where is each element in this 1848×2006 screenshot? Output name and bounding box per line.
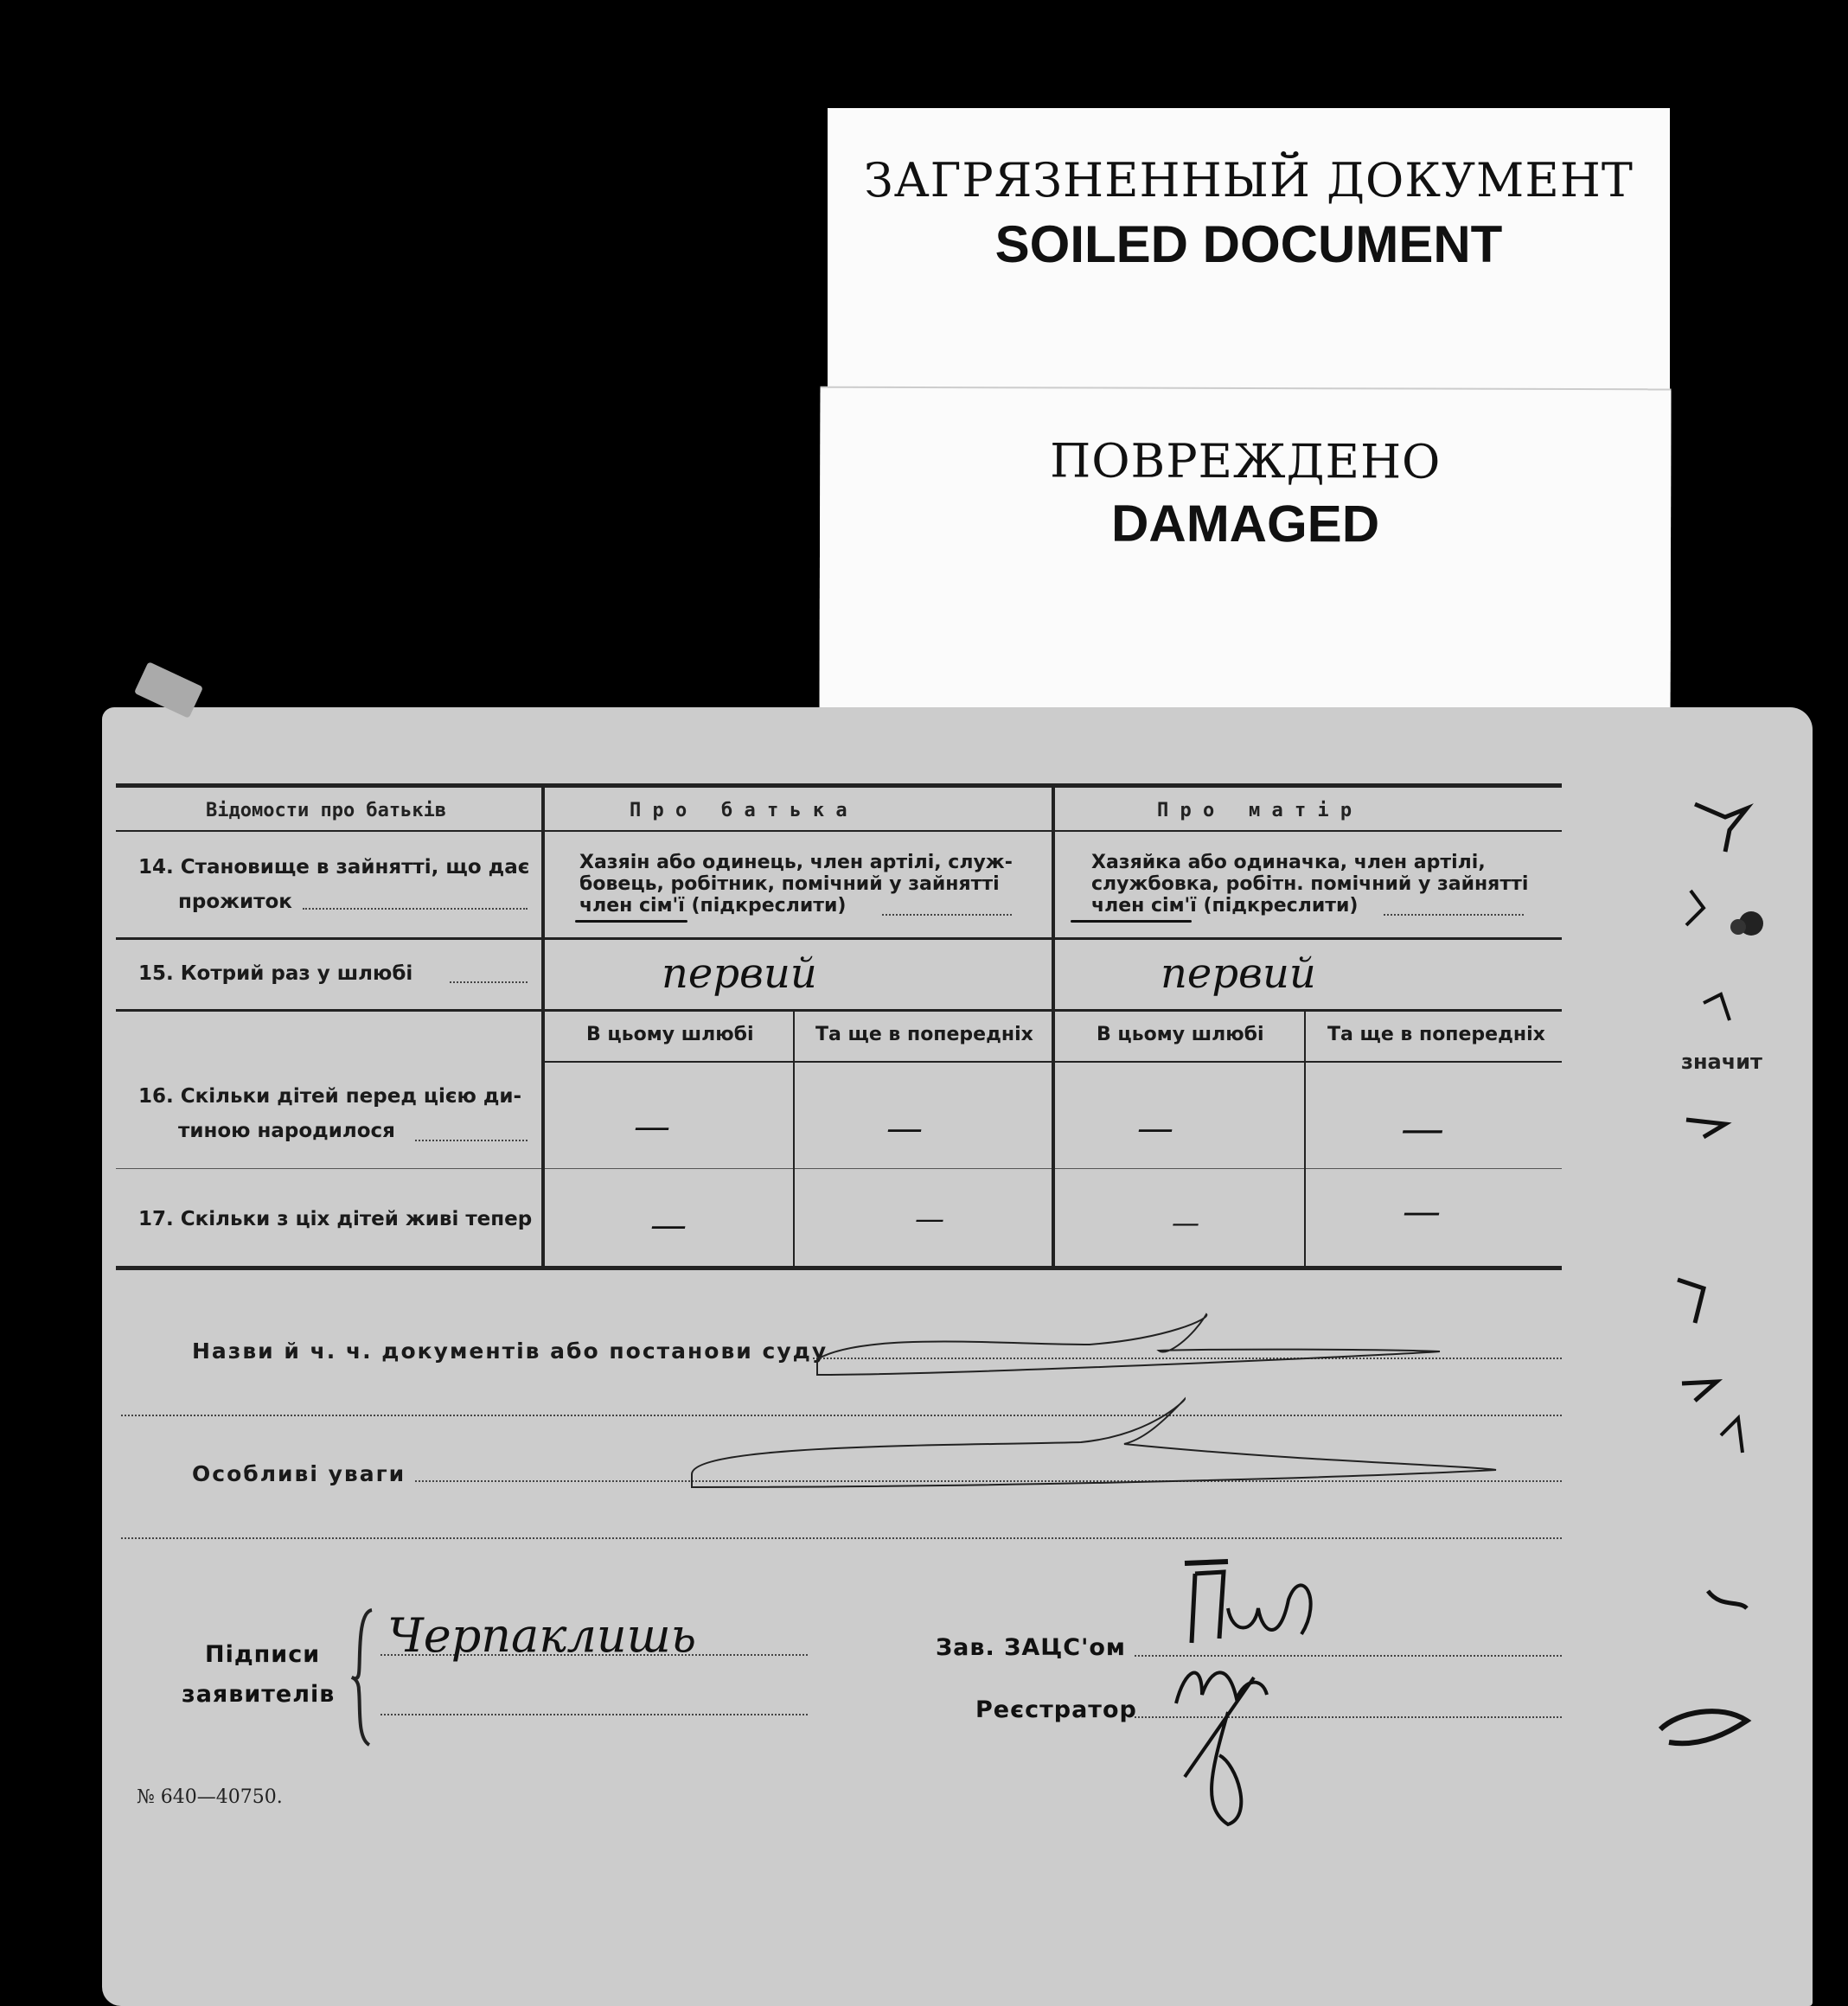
row14-label-line2: прожиток: [178, 891, 292, 913]
form-number: № 640—40750.: [137, 1786, 283, 1808]
official-signatures: [1150, 1548, 1358, 1833]
row16-value-1: —: [634, 1105, 670, 1147]
applicant-signature: Черпаклишь: [387, 1608, 697, 1663]
row14-father-line3: член сім'ї (підкреслити): [579, 895, 847, 917]
row16-value-3: —: [1137, 1107, 1173, 1149]
row15-label: 15. Котрий раз у шлюбі: [138, 962, 413, 985]
row17-value-3: —: [1172, 1206, 1199, 1239]
row16-value-4: —: [1401, 1103, 1444, 1153]
margin-note: значит: [1681, 1050, 1762, 1074]
subheader-father-previous: Та ще в попередніх: [815, 1024, 1033, 1045]
applicants-brace: [350, 1608, 376, 1747]
applicants-label-line2: заявителів: [182, 1681, 336, 1708]
row17-value-4: —: [1403, 1190, 1441, 1234]
registrar-label: Реєстратор: [975, 1696, 1137, 1723]
header-parents-info: Відомости про батьків: [206, 800, 447, 821]
applicant-line-2: [380, 1714, 808, 1715]
remarks-label: Особливі уваги: [192, 1461, 406, 1486]
row14-mother-line2: службовка, робітн. помічний у зайнятті: [1091, 873, 1529, 895]
head-of-registry-label: Зав. ЗАЦС'ом: [936, 1634, 1126, 1661]
header-about-father: П р о б а т ь к а: [630, 800, 847, 821]
row14-label-line1: 14. Становище в зайнятті, що дає: [138, 856, 530, 878]
damage-marks: [1643, 778, 1816, 1816]
row14-mother-line3: член сім'ї (підкреслити): [1091, 895, 1359, 917]
row16-label-line1: 16. Скільки дітей перед цією ди-: [138, 1085, 522, 1108]
row14-mother-line1: Хазяйка або одиначка, член артілі,: [1091, 852, 1486, 873]
soiled-label-ru: ЗАГРЯЗНЕННЫЙ ДОКУМЕНТ: [864, 153, 1634, 208]
row17-value-2: —: [915, 1202, 944, 1236]
subheader-mother-previous: Та ще в попередніх: [1327, 1024, 1545, 1045]
documents-label: Назви й ч. ч. документів або постанови суду: [192, 1338, 828, 1364]
row16-value-2: —: [886, 1107, 923, 1149]
damaged-label-ru: ПОВРЕЖДЕНО: [1050, 433, 1442, 489]
row17-value-1: —: [650, 1204, 687, 1246]
row15-mother-value: первий: [1161, 949, 1316, 998]
row15-father-value: первий: [662, 949, 817, 998]
row14-father-line1: Хазяін або одинець, член артілі, служ-: [579, 852, 1013, 873]
subheader-father-this-marriage: В цьому шлюбі: [586, 1024, 754, 1045]
damaged-label-en: DAMAGED: [1111, 494, 1380, 553]
applicants-label-line1: Підписи: [205, 1641, 321, 1668]
row14-father-line2: бовець, робітник, помічний у зайнятті: [579, 873, 1000, 895]
row16-label-line2: тиною народилося: [178, 1120, 395, 1142]
header-about-mother: П р о м а т і р: [1157, 800, 1352, 821]
subheader-mother-this-marriage: В цьому шлюбі: [1097, 1024, 1264, 1045]
soiled-label-en: SOILED DOCUMENT: [994, 215, 1503, 273]
row17-label: 17. Скільки з ціх дітей живі тепер: [138, 1208, 533, 1230]
